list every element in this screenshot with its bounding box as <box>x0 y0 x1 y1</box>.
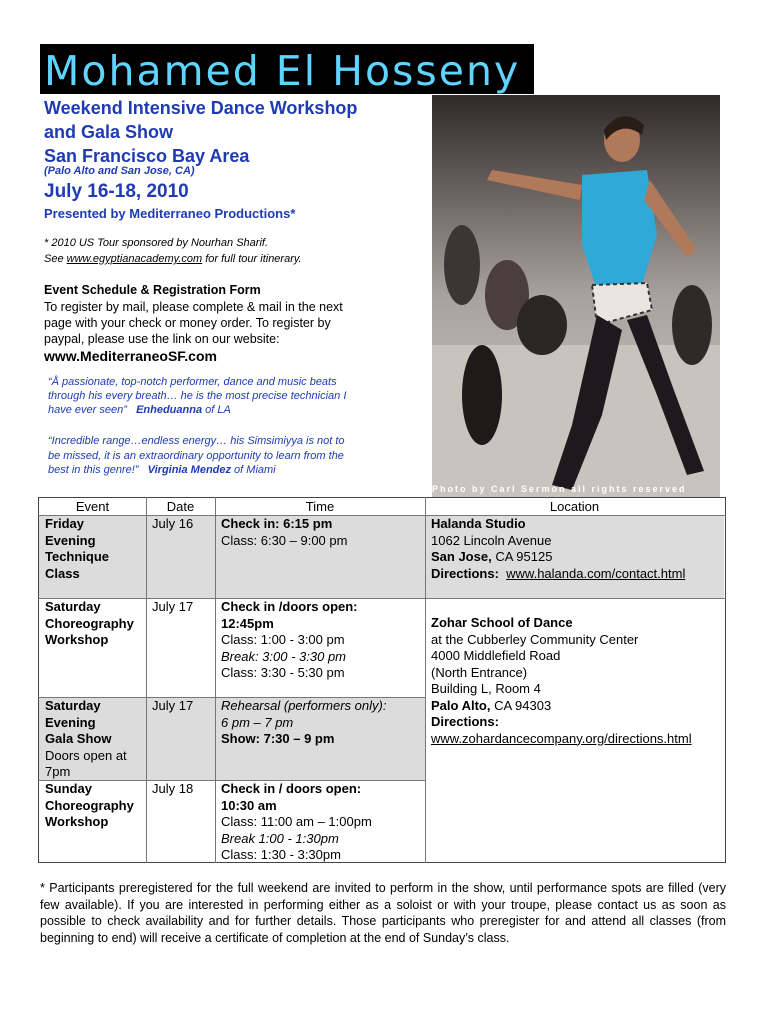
photo-credit: Photo by Carl Sermon all rights reserved <box>432 484 687 494</box>
headline-dates: July 16-18, 2010 <box>44 181 189 202</box>
col-divider-3 <box>425 497 426 863</box>
row1-location: Halanda Studio 1062 Lincoln Avenue San Jose, CA 95125 Directions: www.halanda.com/contact.html <box>431 516 686 581</box>
row4-time: Check in / doors open: 10:30 am Class: 11:00 am – 1:00pm Break 1:00 - 1:30pm Class: 1:30 - 3:30pm <box>221 781 372 862</box>
row1-event: Friday Evening Technique Class <box>45 516 110 581</box>
header-date: Date <box>166 499 195 514</box>
quote-2-author: Virginia Mendez <box>147 464 231 476</box>
row4-event: Sunday Choreography Workshop <box>45 781 134 829</box>
quote-1-line3: have ever seen” Enheduanna of LA <box>48 404 231 416</box>
registration-line3: paypal, please use the link on our website: <box>44 332 280 346</box>
row1-date: July 16 <box>152 516 194 531</box>
registration-line2: page with your check or money order. To register by <box>44 316 331 330</box>
dancer-photo-illustration <box>432 95 720 497</box>
page-title: Mohamed El Hosseny <box>44 47 521 95</box>
row3-event: Saturday Evening Gala Show Doors open at 7pm <box>45 698 127 779</box>
quote-2-line3: best in this genre!” Virginia Mendez of Miami <box>48 464 276 476</box>
header-time: Time <box>305 499 335 514</box>
quote-1 <box>48 375 404 417</box>
quote-1-author: Enheduanna <box>136 404 203 416</box>
tour-note-line2: See www.egyptianacademy.com for full tour itinerary. <box>44 253 302 265</box>
footnote: * Participants preregistered for the full weekend are invited to perform in the show, until performance spots are filled (very few available). If you are interested in performing either as a soloist or with your troupe, please contact us as soon as possible to check availability and for further details. Those participants who preregister for and attend all classes (from beginning to end) will receive a certificate of completion at the end of Sunday’s class. <box>40 881 726 945</box>
quote-2-line1: “Incredible range…endless energy… his Simsimiyya is not to <box>48 435 345 447</box>
col-divider-2 <box>215 497 216 863</box>
registration-line1: To register by mail, please complete & mail in the next <box>44 300 343 314</box>
headline-line1: Weekend Intensive Dance Workshop <box>44 98 358 118</box>
dancer-photo <box>432 95 720 497</box>
col-divider-1 <box>146 497 147 863</box>
tour-note-line1: * 2010 US Tour sponsored by Nourhan Sharif. <box>44 237 269 249</box>
row1-time: Check in: 6:15 pm Class: 6:30 – 9:00 pm <box>221 516 348 548</box>
row3-time: Rehearsal (performers only): 6 pm – 7 pm Show: 7:30 – 9 pm <box>221 698 387 746</box>
row2-time: Check in /doors open: 12:45pm Class: 1:00 - 3:00 pm Break: 3:00 - 3:30 pm Class: 3:30 - 5:30 pm <box>221 599 358 680</box>
row2-date: July 17 <box>152 599 194 614</box>
row4-date: July 18 <box>152 781 194 796</box>
quote-1-line1: “Å passionate, top-notch performer, dance and music beats <box>48 376 337 388</box>
registration-heading: Event Schedule & Registration Form <box>44 283 261 297</box>
header-location: Location <box>549 499 600 514</box>
zohar-directions-link[interactable]: www.zohardancecompany.org/directions.html <box>431 730 692 746</box>
quote-2 <box>48 434 404 478</box>
row-divider-1 <box>38 598 726 599</box>
quote-2-line2: be missed, it is an extraordinary opportunity to learn from the <box>48 449 344 462</box>
headline-line2: and Gala Show <box>44 122 174 142</box>
headline-cities: (Palo Alto and San Jose, CA) <box>44 165 195 177</box>
row2-event: Saturday Choreography Workshop <box>45 599 134 647</box>
quote-1-line2: through his every breath… he is the most precise technician I <box>48 390 347 402</box>
headline-line3: San Francisco Bay Area <box>44 146 250 166</box>
website-link[interactable]: www.MediterraneoSF.com <box>44 348 217 364</box>
row3-date: July 17 <box>152 698 194 713</box>
egyptian-academy-link[interactable]: www.egyptianacademy.com <box>66 253 203 265</box>
presenter: Presented by Mediterraneo Productions* <box>44 206 296 221</box>
header-event: Event <box>75 499 110 514</box>
row2-location: Zohar School of Dance at the Cubberley Community Center 4000 Middlefield Road (North Entrance) Building L, Room 4 Palo Alto, CA 94303 Directions: www.zohardancecompany.org/directions.html <box>431 615 692 746</box>
halanda-directions-link[interactable]: www.halanda.com/contact.html <box>506 565 686 581</box>
